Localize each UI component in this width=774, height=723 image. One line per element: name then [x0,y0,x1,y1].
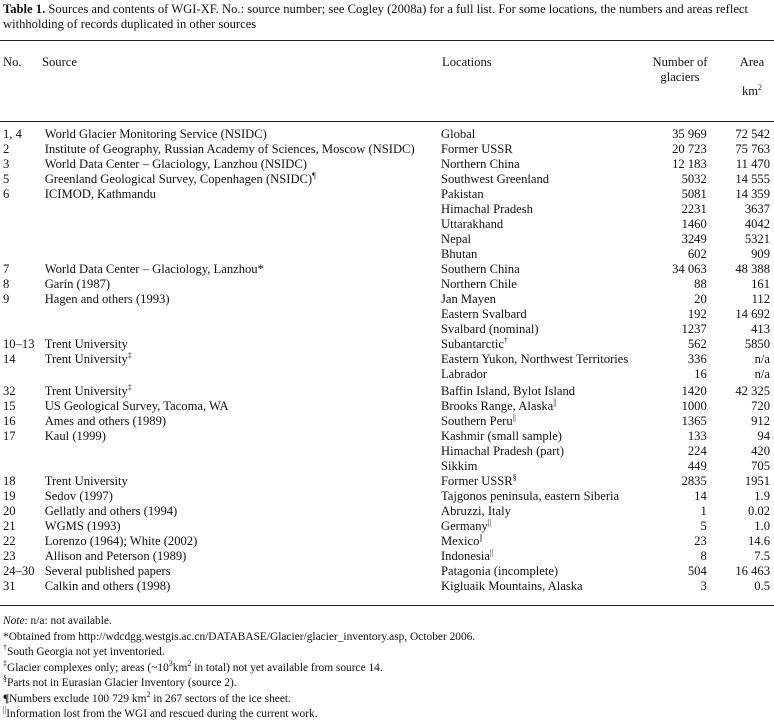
cell-location: Himachal Pradesh [440,202,533,216]
table-row [0,414,774,429]
cell-area: 48 388 [735,262,770,276]
table-row [0,337,774,352]
cell-source-number: 15 [3,399,16,413]
table-row [0,519,774,534]
cell-number-of-glaciers: 562 [687,337,707,351]
table-row [0,307,774,322]
cell-location: Southwest Greenland [440,172,550,186]
cell-number-of-glaciers: 16 [694,367,707,381]
cell-source-number: 5 [3,172,10,186]
cell-number-of-glaciers: 12 183 [672,157,707,171]
cell-area: 16 463 [735,564,770,578]
cell-source-number: 7 [3,262,10,276]
table-row [0,459,774,474]
cell-area: 5321 [744,232,770,246]
header-no: No. [3,55,22,69]
table-row [0,399,774,414]
cell-source-number: 31 [3,579,16,593]
cell-number-of-glaciers: 3249 [681,232,707,246]
cell-source-number: 1, 4 [3,127,22,141]
cell-source-number [0,307,45,322]
cell-number-of-glaciers: 224 [687,444,707,458]
cell-source: Calkin and others (1998) [44,579,171,593]
cell-location: Subantarctic† [440,335,508,351]
cell-number-of-glaciers: 192 [687,307,707,321]
footnote-double-dagger: ‡Glacier complexes only; areas ($\sim 10^3km^2$ in total) not yet available from source 14. [3,658,383,674]
cell-source [45,367,441,382]
footnote-star: *Obtained from http://wdcdgg.westgis.ac.cn/DATABASE/Glacier/glacier_inventory.asp, October 2006. [3,630,476,643]
cell-source: ICIMOD, Kathmandu [44,187,156,201]
cell-source-number: 2 [3,142,10,156]
cell-location: Mexico|| [440,532,483,548]
cell-source: Sedov (1997) [44,489,113,503]
cell-location: Svalbard (nominal) [440,322,539,336]
cell-source [45,247,441,262]
cell-location: Former USSR§ [440,472,517,488]
table-row [0,579,774,594]
cell-source-number [0,322,45,337]
cell-source [45,202,441,217]
cell-source: Garín (1987) [44,277,111,291]
header-number-line2: glaciers [660,70,700,84]
cell-area: 72 542 [735,127,770,141]
cell-area: 1.0 [754,519,770,533]
header-locations: Locations [442,55,492,69]
cell-source-number: 23 [3,549,16,563]
cell-area: 5850 [744,337,770,351]
cell-location: Bhutan [440,247,478,261]
cell-source-number: 22 [3,534,16,548]
cell-source: World Data Center – Glaciology, Lanzhou* [44,262,264,276]
cell-location: Nepal [440,232,472,246]
cell-source: Gellatly and others (1994) [44,504,178,518]
cell-number-of-glaciers: 34 063 [672,262,707,276]
cell-source-number: 21 [3,519,16,533]
cell-location: Germany|| [440,517,492,533]
cell-location: Global [440,127,476,141]
cell-area: 14 692 [735,307,770,321]
cell-source-number [0,459,45,474]
table-row [0,474,774,489]
table-row [0,157,774,172]
table-row [0,262,774,277]
cell-location: Eastern Svalbard [440,307,527,321]
cell-location: Himachal Pradesh (part) [440,444,565,458]
cell-number-of-glaciers: 1000 [681,399,707,413]
cell-area: 420 [751,444,770,458]
cell-source-number: 19 [3,489,16,503]
cell-number-of-glaciers: 1460 [681,217,707,231]
table-row [0,352,774,367]
cell-number-of-glaciers: 1237 [681,322,707,336]
cell-source-number [0,444,45,459]
cell-source [45,307,441,322]
cell-number-of-glaciers: 1 [700,504,707,518]
table-row [0,504,774,519]
cell-source-number: 32 [3,384,16,398]
table-row [0,444,774,459]
cell-source: World Data Center – Glaciology, Lanzhou (NSIDC) [44,157,307,171]
cell-location: Sikkim [440,459,478,473]
cell-area: 1.9 [754,489,770,503]
footnote-dagger: †South Georgia not yet inventoried. [3,643,165,658]
cell-area: 912 [751,414,770,428]
table-row [0,564,774,579]
cell-location: Indonesia|| [440,547,494,563]
cell-source-number: 3 [3,157,10,171]
cell-source-number: 18 [3,474,16,488]
cell-area: 413 [751,322,770,336]
cell-area: 0.5 [754,579,770,593]
cell-location: Eastern Yukon, Northwest Territories [440,352,629,366]
cell-location: Baffin Island, Bylot Island [440,384,576,398]
header-area-unit: $km^2$ [741,82,763,98]
cell-location: Tajgonos peninsula, eastern Siberia [440,489,620,503]
cell-source: Ames and others (1989) [44,414,167,428]
cell-location: Former USSR [440,142,513,156]
cell-area: 14 359 [735,187,770,201]
table-row [0,142,774,157]
top-rule [0,40,774,41]
cell-number-of-glaciers: 20 723 [672,142,707,156]
table-row [0,489,774,504]
cell-location: Kigluaik Mountains, Alaska [440,579,583,593]
cell-number-of-glaciers: 14 [694,489,707,503]
cell-location: Abruzzi, Italy [440,504,511,518]
cell-area: 112 [751,292,770,306]
table-row [0,217,774,232]
table-row [0,247,774,262]
cell-number-of-glaciers: 2835 [681,474,707,488]
cell-source-number: 9 [3,292,10,306]
table-row [0,429,774,444]
cell-source: Hagen and others (1993) [44,292,170,306]
cell-source [45,232,441,247]
cell-source [45,217,441,232]
table-row [0,549,774,564]
cell-source: Institute of Geography, Russian Academy of Sciences, Moscow (NSIDC) [44,142,415,156]
cell-area: 1951 [744,474,770,488]
cell-number-of-glaciers: 23 [694,534,707,548]
cell-source-number [0,247,45,262]
cell-area: 11 470 [735,157,770,171]
cell-location: Brooks Range, Alaska|| [440,397,557,413]
table-row [0,292,774,307]
cell-area: 7.5 [754,549,770,563]
cell-source-number: 6 [3,187,10,201]
footnote-pilcrow: ¶Numbers exclude 100 729 $km^2$ in 267 sectors of the ice sheet. [3,689,291,705]
cell-area: n/a [754,352,770,366]
header-area-label: Area [739,55,765,69]
cell-area: 4042 [744,217,770,231]
cell-number-of-glaciers: 133 [687,429,707,443]
cell-location: Jan Mayen [440,292,496,306]
table-row [0,534,774,549]
cell-source-number: 16 [3,414,16,428]
cell-source-number: 20 [3,504,16,518]
cell-source: Allison and Peterson (1989) [44,549,187,563]
cell-number-of-glaciers: 5 [700,519,707,533]
header-area [732,55,772,99]
cell-location: Uttarakhand [440,217,504,231]
cell-source: Lorenzo (1964); White (2002) [44,534,198,548]
cell-number-of-glaciers: 20 [694,292,707,306]
cell-area: 909 [751,247,770,261]
cell-number-of-glaciers: 5032 [681,172,707,186]
cell-location: Northern China [440,157,520,171]
header-number [640,55,720,85]
cell-source-number: 8 [3,277,10,291]
cell-source-number [0,202,45,217]
table-row [0,277,774,292]
cell-source [45,444,441,459]
cell-location: Southern China [440,262,520,276]
cell-number-of-glaciers: 1420 [681,384,707,398]
cell-location: Labrador [440,367,488,381]
header-source: Source [42,55,77,69]
cell-area: n/a [754,367,770,381]
cell-number-of-glaciers: 1365 [681,414,707,428]
cell-number-of-glaciers: 88 [694,277,707,291]
table-row [0,202,774,217]
cell-source: Several published papers [44,564,171,578]
cell-source: Trent University [44,474,128,488]
cell-number-of-glaciers: 5081 [681,187,707,201]
cell-source-number: 24–30 [3,564,35,578]
cell-area: 42 325 [735,384,770,398]
table-row [0,232,774,247]
caption-text: Sources and contents of WGI-XF. No.: source number; see Cogley (2008a) for a full list. For some locations, the numbers and areas reflect withholding of records duplicated in other sources [3,2,749,31]
data-table [0,127,774,594]
bottom-rule [0,605,774,606]
cell-number-of-glaciers: 35 969 [672,127,707,141]
cell-source-number: 10–13 [3,337,35,351]
cell-source: World Glacier Monitoring Service (NSIDC) [44,127,267,141]
cell-area: 75 763 [735,142,770,156]
cell-area: 0.02 [747,504,770,518]
cell-location: Kashmir (small sample) [440,429,562,443]
cell-number-of-glaciers: 449 [687,459,707,473]
cell-source [45,459,441,474]
cell-number-of-glaciers: 8 [700,549,707,563]
cell-number-of-glaciers: 2231 [681,202,707,216]
cell-source-number [0,217,45,232]
header-number-line1: Number of [652,55,708,69]
cell-location: Pakistan [440,187,484,201]
cell-area: 720 [751,399,770,413]
table-row [0,172,774,187]
cell-source: Greenland Geological Survey, Copenhagen (NSIDC)¶ [44,170,316,186]
footnote-note: Note: n/a: not available. [3,615,112,627]
cell-source-number [0,367,45,382]
table-row [0,187,774,202]
table-row [0,367,774,382]
cell-source-number: 14 [3,352,16,366]
footnote-section: §Parts not in Eurasian Glacier Inventory (source 2). [3,674,237,689]
cell-area: 161 [751,277,770,291]
cell-source: Trent University‡ [44,382,132,398]
cell-location: Patagonia (incomplete) [440,564,559,578]
table-row [0,322,774,337]
cell-source: Trent University [44,337,128,351]
cell-area: 94 [757,429,770,443]
footnotes [3,614,771,723]
table-body [0,127,774,594]
table-row [0,382,774,399]
cell-area: 14 555 [735,172,770,186]
cell-number-of-glaciers: 336 [687,352,707,366]
footnote-parallel: ||Information lost from the WGI and rescued during the current work. [3,705,318,720]
table-caption [3,2,771,32]
cell-source-number: 17 [3,429,16,443]
cell-source [45,322,441,337]
cell-source-number [0,232,45,247]
header-rule [0,121,774,122]
cell-number-of-glaciers: 3 [700,579,707,593]
cell-area: 705 [751,459,770,473]
cell-area: 3637 [744,202,770,216]
table-label: Table 1. [3,2,46,16]
cell-location: Southern Peru|| [440,412,516,428]
cell-number-of-glaciers: 602 [687,247,707,261]
cell-source: US Geological Survey, Tacoma, WA [44,399,229,413]
cell-source: Trent University‡ [44,350,132,366]
cell-number-of-glaciers: 504 [687,564,707,578]
cell-source: WGMS (1993) [44,519,121,533]
cell-source: Kaul (1999) [44,429,106,443]
cell-location: Northern Chile [440,277,517,291]
cell-area: 14.6 [747,534,770,548]
table-row [0,127,774,142]
